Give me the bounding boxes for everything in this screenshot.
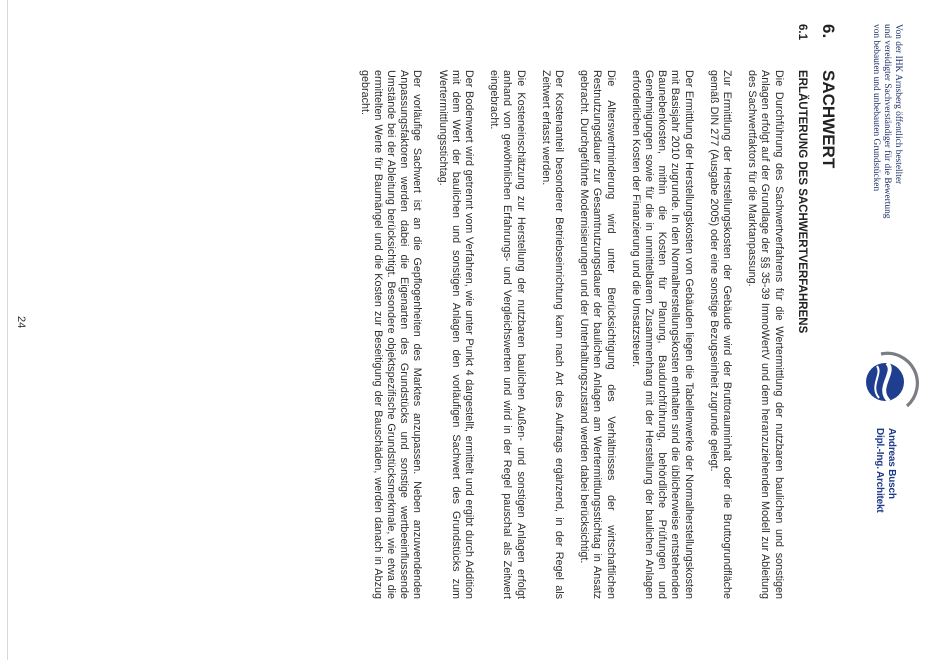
paragraph: Die Kosteneinschätzung zur Herstellung der nutzbaren baulichen Außen- und sonstigen Anlagen erfolgt anhand von gewöhnlichen Erfahrungs- und Vergleichswerten und wird in der Regel pauschal als Zeitwert eingebracht. [488,70,527,599]
paragraph: Der Bodenwert wird getrennt vom Verfahren, wie unter Punkt 4 dargestellt, ermittelt und ergibt durch Addition mit dem Wert der baulichen und sonstigen Anlagen den vorläufigen Sachwert des Grundstücks zum Wertermittlungsstichtag. [436,70,475,599]
certification-text [869,24,903,319]
author-name: Andreas Busch [886,428,897,499]
page-number: 24 [15,316,27,329]
page-content [345,24,849,599]
paragraph: Der vorläufige Sachwert ist an die Gepflogenheiten des Marktes anzupassen. Neben anzuwendenden Anpassungsfaktoren werden dabei die Eigenarten des Grundstücks und sonstige wertbeeinflussende Umstände bei der Ableitung berücksichtigt. Besondere objektspezifische Grundstücksmerkmale, wie etwa die ermittelten Werte für Baumängel und die Kosten zur Beseitigung der Bauschäden, werden danach in Abzug gebracht. [358,70,424,599]
section-heading [795,24,808,599]
chapter-heading [819,24,838,599]
section-title: ERLÄUTERUNG DES SACHWERTVERFAHRENS [795,70,808,334]
paragraph: Zur Ermittlung der Herstellungskosten der Gebäude wird der Bruttorauminhalt oder die Bruttogrundfläche gemäß DIN 277 (Ausgabe 2005) oder eine sonstige Bezugseinheit zugrunde gelegt. [707,70,733,599]
certification-line: Von der IHK Arnsberg öffentlich bestellter [893,24,903,185]
paragraph: Die Alterswertminderung wird unter Berücksichtigung des Verhältnisses der wirtschaftlichen Restnutzungsdauer zur Gesamtnutzungsdauer der baulichen Anlagen am Wertermittlungsstichtag in Ansatz gebracht. Durchgeführte Modernisierungen und der Unterhaltungszustand werden dabei berücksichtigt. [578,70,617,599]
paragraph: Der Ermittlung der Herstellungskosten von Gebäuden liegen die Tabellenwerke der Normalherstellungskosten mit Basisjahr 2010 zugrunde. In den Normalherstellungskosten enthalten sind die üblicherweise entstehenden Baunebenkosten, mithin die Kosten für Planung, Baudurchführung, behördliche Prüfungen und Genehmigungen sowie für die in unmittelbarem Zusammenhang mit der Herstellung der baulichen Anlagen erforderlichen Kosten der Finanzierung und die Umsatzsteuer. [629,70,695,599]
chapter-title: SACHWERT [819,70,838,169]
author-title: Dipl.-Ing. Architekt [874,428,885,513]
chapter-number: 6. [819,24,838,39]
letterhead [855,24,921,634]
paragraph: Der Kostenanteil besonderer Betriebseinrichtung kann nach Art des Auftrags ergänzend, in der Regel als Zeitwert erfasst werden. [539,70,565,599]
ihk-logo-icon [859,342,921,420]
author-block [873,428,897,518]
certification-line: und vereidigter Sachverständiger für die Bewertung [881,24,892,219]
section-number: 6.1 [795,24,808,40]
certification-line: von bebauten und unbebauten Grundstücken [870,24,881,192]
scan-edge-divider [7,0,8,660]
paragraph: Die Durchführung des Sachwertverfahrens für die Wertermittlung der nutzbaren baulichen und sonstigen Anlagen erfolgt auf der Grundlage der §§ 35-39 ImmoWertV und dem heranzuziehenden Modell zur Ableitung des Sachwertfaktors für die Marktanpassung. [746,70,785,599]
